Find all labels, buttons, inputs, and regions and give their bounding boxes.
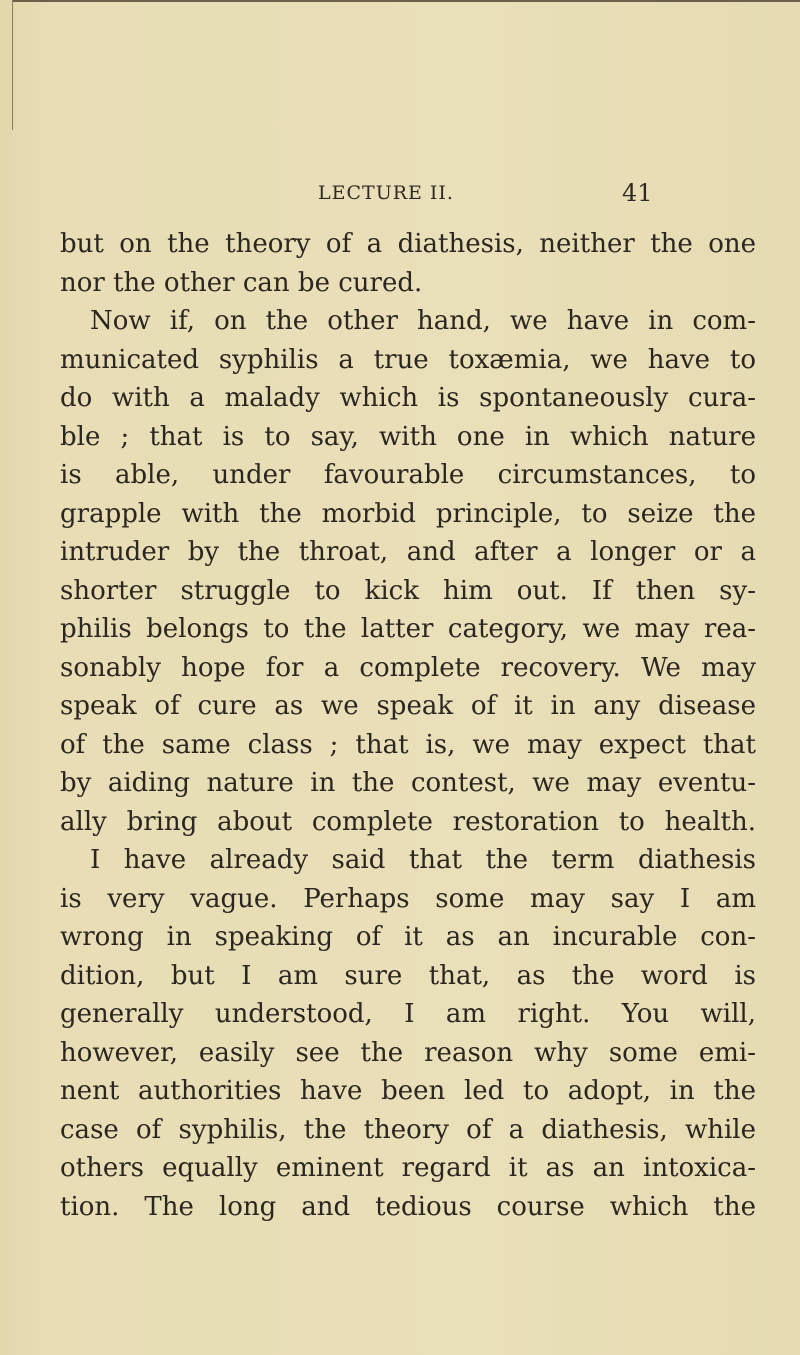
text-line: I have already said that the term diathesis [90,845,756,875]
text-line: of the same class ; that is, we may expect that [60,729,756,760]
page-edge-left [12,0,13,130]
body-text [60,225,756,1226]
text-line: municated syphilis a true toxæmia, we have to [60,344,756,375]
text-line: tion. The long and tedious course which the [60,1191,756,1222]
text-line: by aiding nature in the contest, we may eventu- [60,768,756,798]
text-line: intruder by the throat, and after a longer or a [60,537,756,567]
text-line: philis belongs to the latter category, we may rea- [60,614,756,644]
text-line: generally understood, I am right. You will, [60,999,756,1029]
text-line: case of syphilis, the theory of a diathesis, while [60,1114,756,1145]
text-line: is able, under favourable circumstances, to [60,460,756,490]
text-line: sonably hope for a complete recovery. We may [60,652,756,683]
text-line: but on the theory of a diathesis, neither the one [60,229,756,259]
text-line: however, easily see the reason why some emi- [60,1037,756,1068]
text-line: dition, but I am sure that, as the word is [60,960,756,991]
text-line: nent authorities have been led to adopt, in the [60,1076,756,1106]
text-line: is very vague. Perhaps some may say I am [60,883,756,914]
text-line: grapple with the morbid principle, to seize the [60,498,756,529]
text-line: ble ; that is to say, with one in which nature [60,421,756,452]
text-line: nor the other can be cured. [60,267,423,298]
text-line: ally bring about complete restoration to health. [60,806,756,837]
text-line: do with a malady which is spontaneously cura- [60,383,756,413]
text-line: Now if, on the other hand, we have in com- [90,306,756,336]
text-line: speak of cure as we speak of it in any disease [60,691,756,721]
page-edge-top [12,0,800,2]
page-number: 41 [622,179,653,207]
text-line: wrong in speaking of it as an incurable con- [60,922,756,952]
text-line: shorter struggle to kick him out. If then sy- [60,575,756,606]
running-title: LECTURE II. [318,182,454,204]
text-line: others equally eminent regard it as an intoxica- [60,1153,756,1183]
running-head [0,179,800,212]
